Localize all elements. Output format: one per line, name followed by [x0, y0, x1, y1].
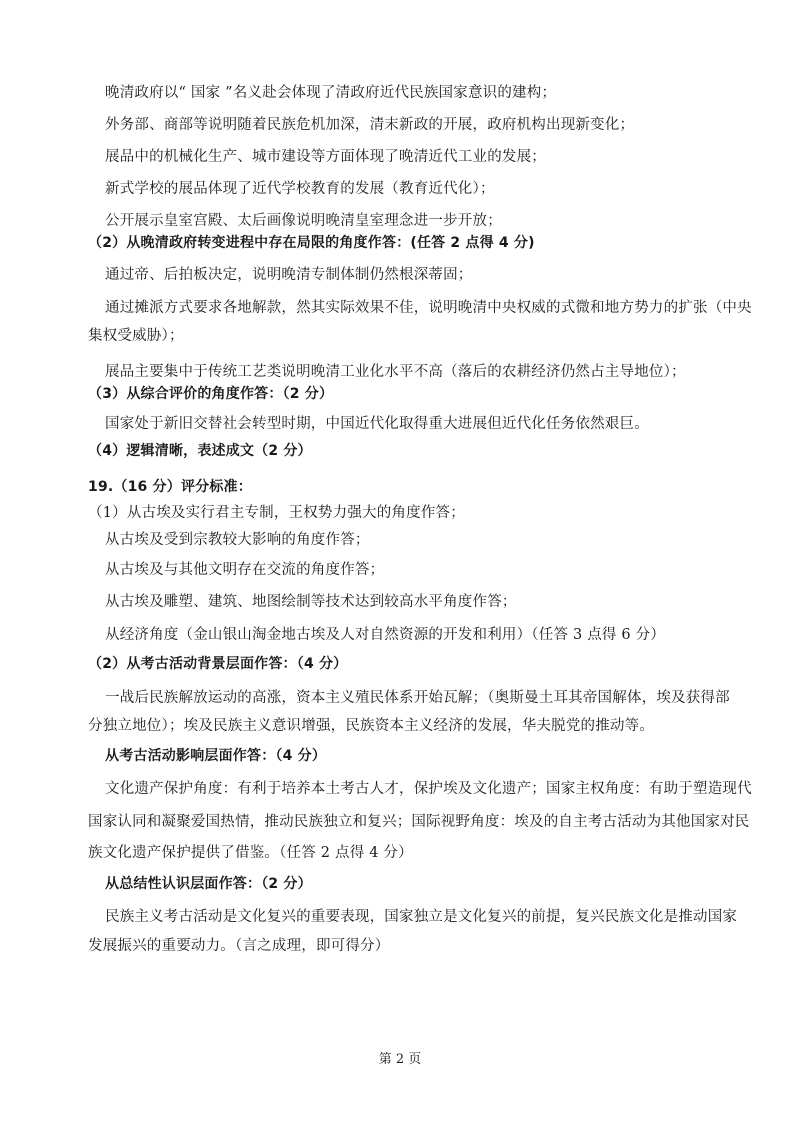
text-line: 国家认同和凝聚爱国热情，推动民族独立和复兴；国际视野角度：埃及的自主考古活动为其他国家对民 — [88, 814, 750, 830]
text-line: 文化遗产保护角度：有利于培养本土考古人才，保护埃及文化遗产；国家主权角度：有助于塑造现代 — [105, 781, 752, 797]
section-heading: （4）逻辑清晰，表述成文（2 分） — [88, 443, 312, 459]
text-line: 一战后民族解放运动的高涨，资本主义殖民体系开始瓦解；（奥斯曼土耳其帝国解体，埃及获得部 — [105, 690, 730, 706]
text-line: 展品中的机械化生产、城市建设等方面体现了晚清近代工业的发展； — [105, 149, 546, 165]
text-line: 晚清政府以“ 国家 ”名义赴会体现了清政府近代民族国家意识的建构； — [105, 85, 557, 101]
section-heading: （2）从晚清政府转变进程中存在局限的角度作答：(任答 2 点得 4 分) — [88, 235, 535, 251]
text-line: 从古埃及受到宗教较大影响的角度作答； — [105, 532, 370, 548]
section-heading: （3）从综合评价的角度作答：（2 分） — [88, 386, 334, 402]
question-title: 19.（16 分）评分标准： — [88, 479, 252, 495]
text-line: 外务部、商部等说明随着民族危机加深，清末新政的开展，政府机构出现新变化； — [105, 117, 635, 133]
text-line: （1）从古埃及实行君主专制，王权势力强大的角度作答； — [88, 505, 465, 521]
sub-heading: 从考古活动影响层面作答：（4 分） — [105, 748, 327, 764]
text-line: 国家处于新旧交替社会转型时期，中国近代化取得重大进展但近代化任务依然艰巨。 — [105, 416, 649, 432]
section-heading: （2）从考古活动背景层面作答：（4 分） — [88, 656, 348, 672]
text-line: 从经济角度（金山银山淘金地古埃及人对自然资源的开发和利用）（任答 3 点得 6 分） — [105, 627, 666, 643]
text-line: 通过摊派方式要求各地解款，然其实际效果不佳，说明晚清中央权威的式微和地方势力的扩张（中央 — [105, 300, 752, 316]
text-line: 族文化遗产保护提供了借鉴。（任答 2 点得 4 分） — [88, 845, 413, 861]
text-line: 公开展示皇室宫殿、太后画像说明晚清皇室理念进一步开放； — [105, 213, 502, 229]
text-line: 分独立地位）；埃及民族主义意识增强，民族资本主义经济的发展，华夫脱党的推动等。 — [88, 718, 655, 734]
page-number: 第 2 页 — [378, 1052, 422, 1067]
text-line: 展品主要集中于传统工艺类说明晚清工业化水平不高（落后的农耕经济仍然占主导地位）； — [105, 364, 686, 380]
text-line: 民族主义考古活动是文化复兴的重要表现，国家独立是文化复兴的前提，复兴民族文化是推动国家 — [105, 909, 738, 925]
text-line: 从古埃及与其他文明存在交流的角度作答； — [105, 562, 385, 578]
text-line: 发展振兴的重要动力。（言之成理，即可得分） — [88, 938, 390, 954]
text-line: 通过帝、后拍板决定，说明晚清专制体制仍然根深蒂固； — [105, 267, 473, 283]
text-line: 集权受威胁）； — [88, 328, 184, 344]
text-line: 新式学校的展品体现了近代学校教育的发展（教育近代化）； — [105, 181, 495, 197]
sub-heading: 从总结性认识层面作答：（2 分） — [105, 876, 312, 892]
text-line: 从古埃及雕塑、建筑、地图绘制等技术达到较高水平角度作答； — [105, 594, 517, 610]
